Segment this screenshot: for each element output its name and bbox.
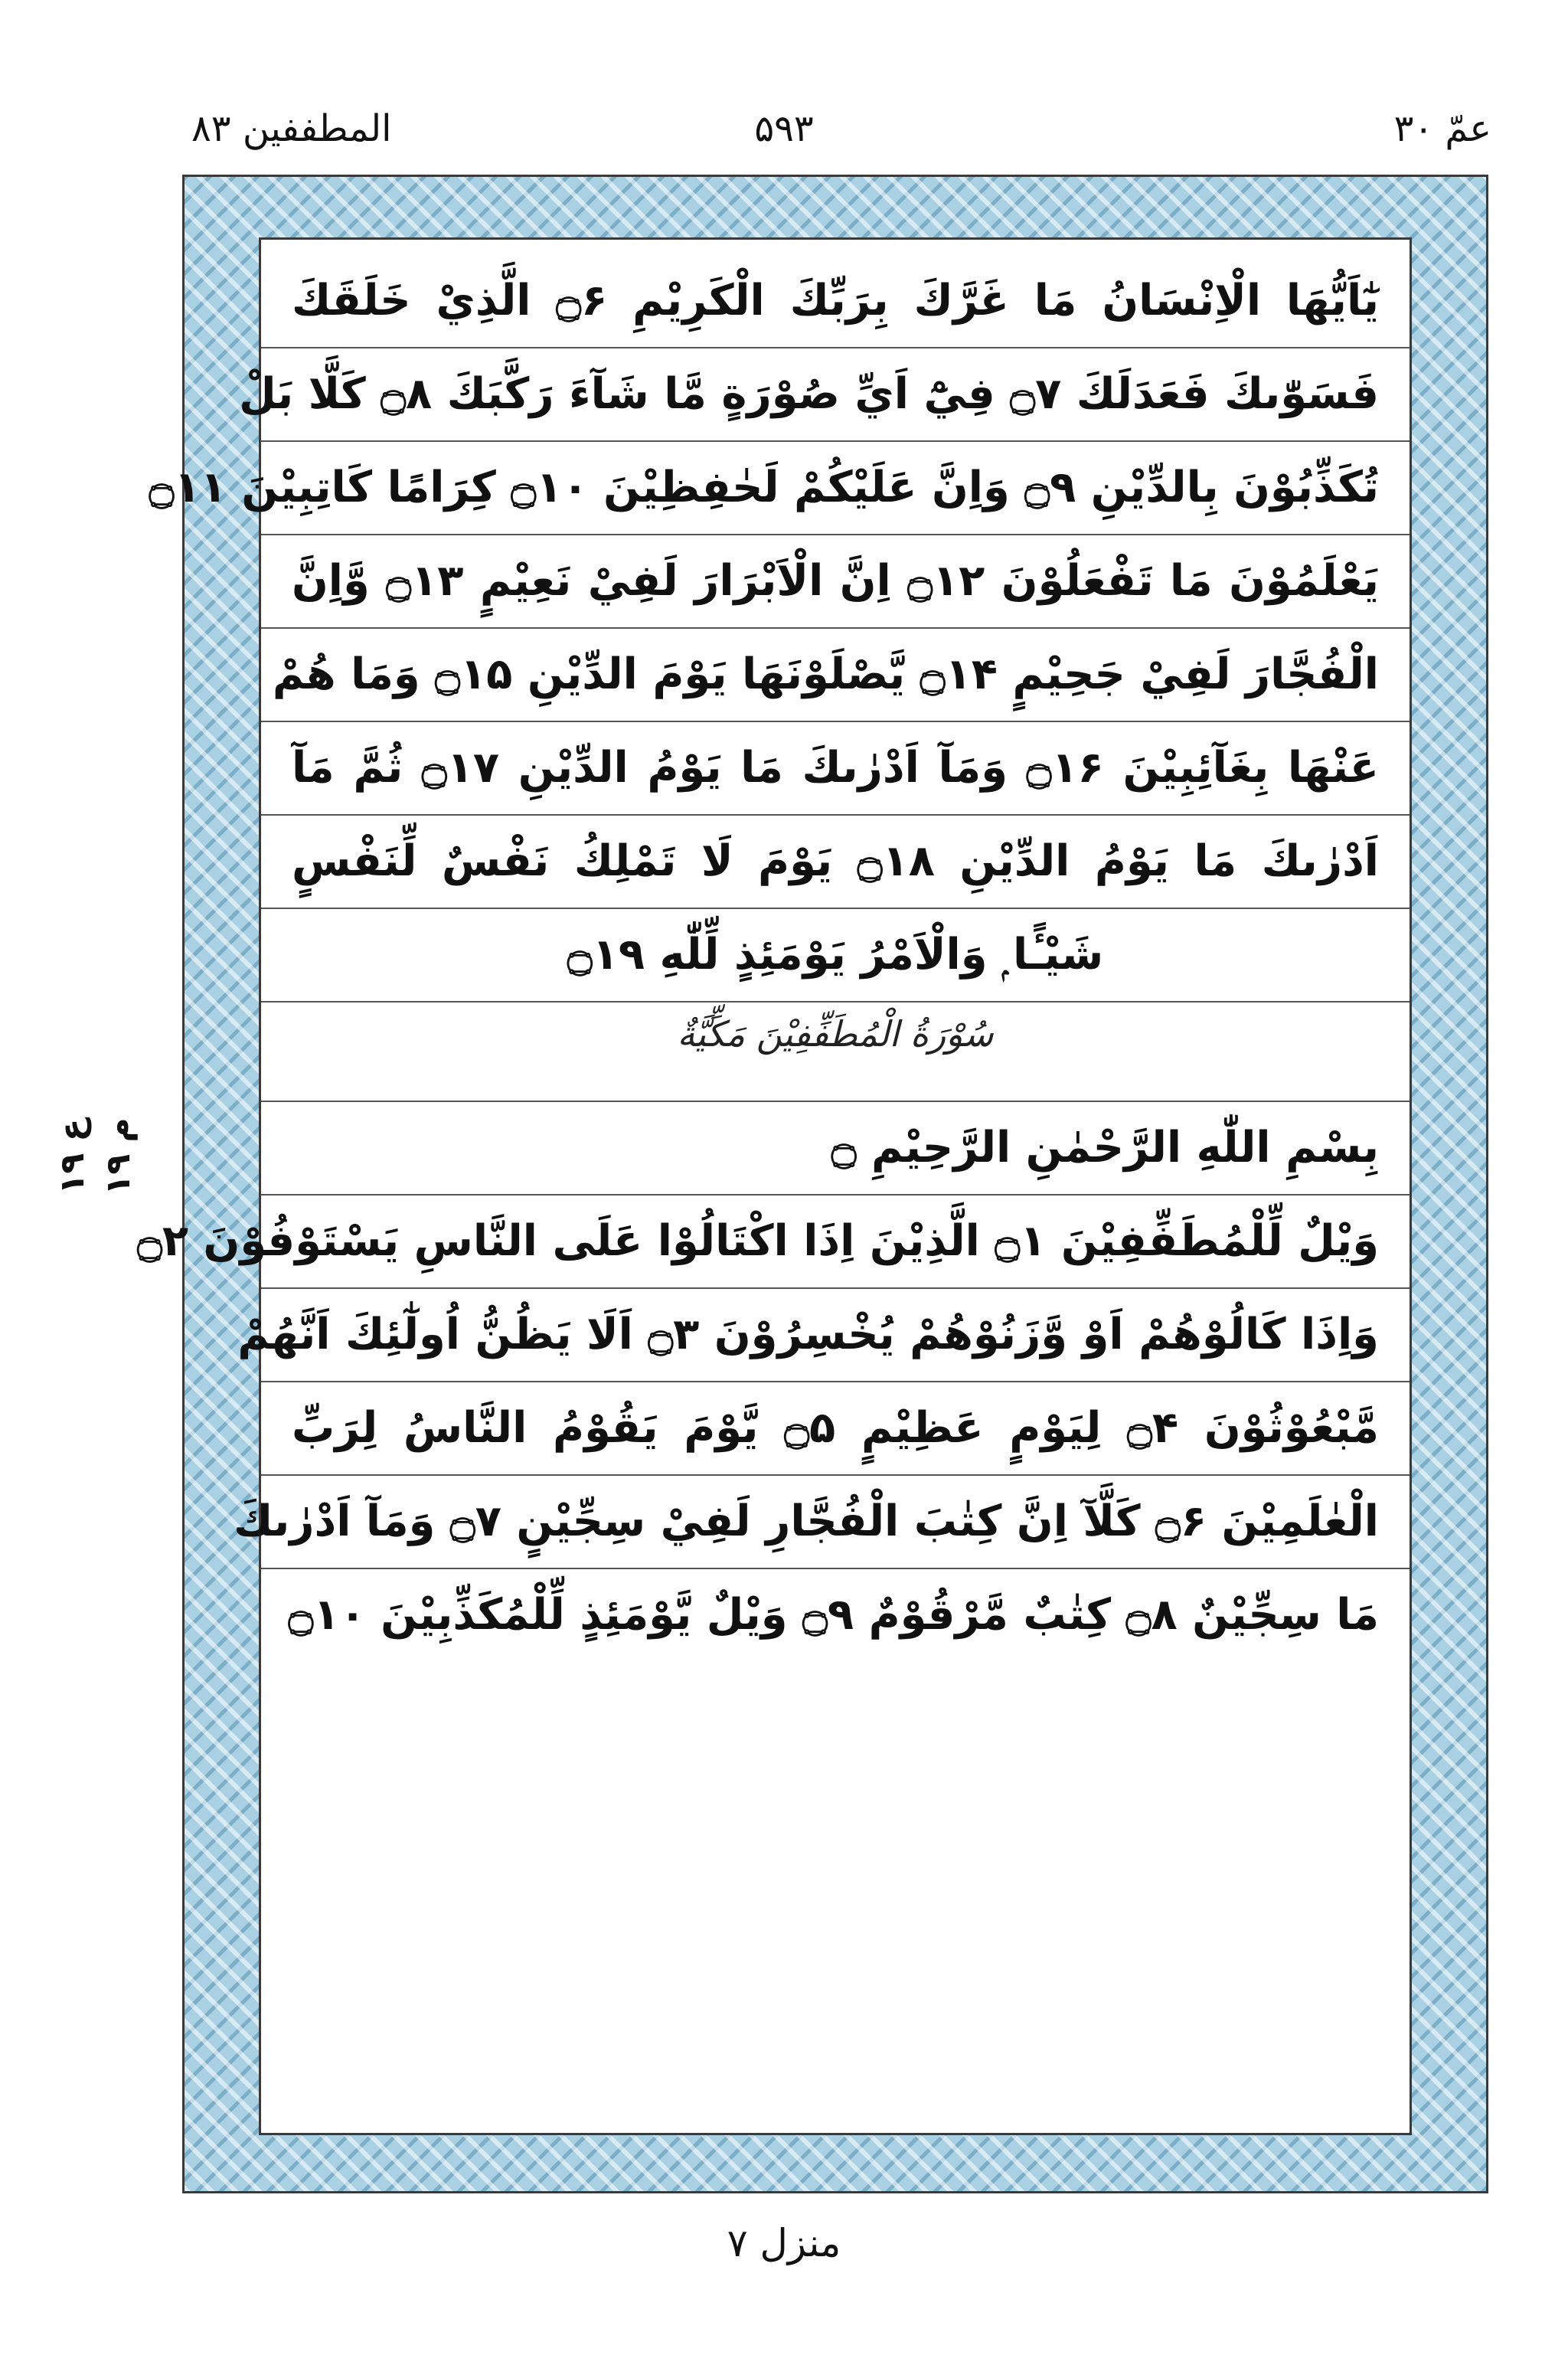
verse-line: عَنْهَا بِغَآئِبِيْنَ ۝۱۶ وَمَآ اَدْرٰىكَ مَا يَوْمُ الدِّيْنِ ۝۱۷ ثُمَّ مَآ bbox=[292, 743, 1379, 793]
verse-line: مَّبْعُوْثُوْنَ ۝۴ لِيَوْمٍ عَظِيْمٍ ۝۵ يَّوْمَ يَقُوْمُ النَّاسُ لِرَبِّ bbox=[292, 1403, 1379, 1453]
verse-line: مَا سِجِّيْنٌ ۝۸ كِتٰبٌ مَّرْقُوْمٌ ۝۹ وَيْلٌ يَّوْمَئِذٍ لِّلْمُكَذِّبِيْنَ ۝۱۰ bbox=[288, 1590, 1379, 1640]
verse-line: شَيْـًٔا ۭ وَالْاَمْرُ يَوْمَئِذٍ لِّلّٰهِ ۝۱۹ bbox=[567, 930, 1104, 980]
verse-line: الْعٰلَمِيْنَ ۝۶ كَلَّآ اِنَّ كِتٰبَ الْفُجَّارِ لَفِيْ سِجِّيْنٍ ۝۷ وَمَآ اَدْرٰىكَ bbox=[234, 1496, 1379, 1546]
surah-title: سُوْرَةُ الْمُطَفِّفِيْنَ مَكِّيَّةٌ bbox=[677, 1013, 994, 1055]
juz-header: عمّ ۳۰ bbox=[1393, 107, 1491, 150]
ruku-marker: ع ۱۹ م ۱۹ bbox=[53, 1117, 138, 1195]
bismillah: بِسْمِ اللّٰهِ الرَّحْمٰنِ الرَّحِيْمِ ۝ bbox=[831, 1123, 1379, 1173]
verse-line: تُكَذِّبُوْنَ بِالدِّيْنِ ۝۹ وَاِنَّ عَلَيْكُمْ لَحٰفِظِيْنَ ۝۱۰ كِرَامًا كَاتِبِيْنَ ۝۱۱ bbox=[149, 463, 1379, 512]
page-number: ۵۹۳ bbox=[754, 107, 814, 150]
manzil-footer: منزل ۷ bbox=[727, 2221, 841, 2265]
verse-line: الْفُجَّارَ لَفِيْ جَحِيْمٍ ۝۱۴ يَّصْلَوْنَهَا يَوْمَ الدِّيْنِ ۝۱۵ وَمَا هُمْ bbox=[272, 649, 1379, 699]
text-panel bbox=[137, 237, 1412, 2135]
verse-line: يَعْلَمُوْنَ مَا تَفْعَلُوْنَ ۝۱۲ اِنَّ الْاَبْرَارَ لَفِيْ نَعِيْمٍ ۝۱۳ وَّاِنَّ bbox=[292, 556, 1380, 606]
verse-line: فَسَوّٰىكَ فَعَدَلَكَ ۝۷ فِيْٓ اَيِّ صُوْرَةٍ مَّا شَآءَ رَكَّبَكَ ۝۸ كَلَّا بَلْ bbox=[239, 369, 1379, 419]
verse-line: اَدْرٰىكَ مَا يَوْمُ الدِّيْنِ ۝۱۸ يَوْمَ لَا تَمْلِكُ نَفْسٌ لِّنَفْسٍ bbox=[292, 836, 1380, 886]
surah-header: المطففين ۸۳ bbox=[191, 107, 392, 150]
verse-line: وَاِذَا كَالُوْهُمْ اَوْ وَّزَنُوْهُمْ يُخْسِرُوْنَ ۝۳ اَلَا يَظُنُّ اُولٰٓئِكَ اَنَّهُمْ bbox=[237, 1310, 1379, 1359]
verse-line: يٰٓاَيُّهَا الْاِنْسَانُ مَا غَرَّكَ بِرَبِّكَ الْكَرِيْمِ ۝۶ الَّذِيْ خَلَقَكَ bbox=[292, 276, 1379, 325]
line-rule bbox=[261, 1001, 1410, 1003]
verse-line: وَيْلٌ لِّلْمُطَفِّفِيْنَ ۝۱ الَّذِيْنَ اِذَا اكْتَالُوْا عَلَى النَّاسِ يَسْتَوْفُوْنَ ۝۲ bbox=[137, 1216, 1379, 1266]
